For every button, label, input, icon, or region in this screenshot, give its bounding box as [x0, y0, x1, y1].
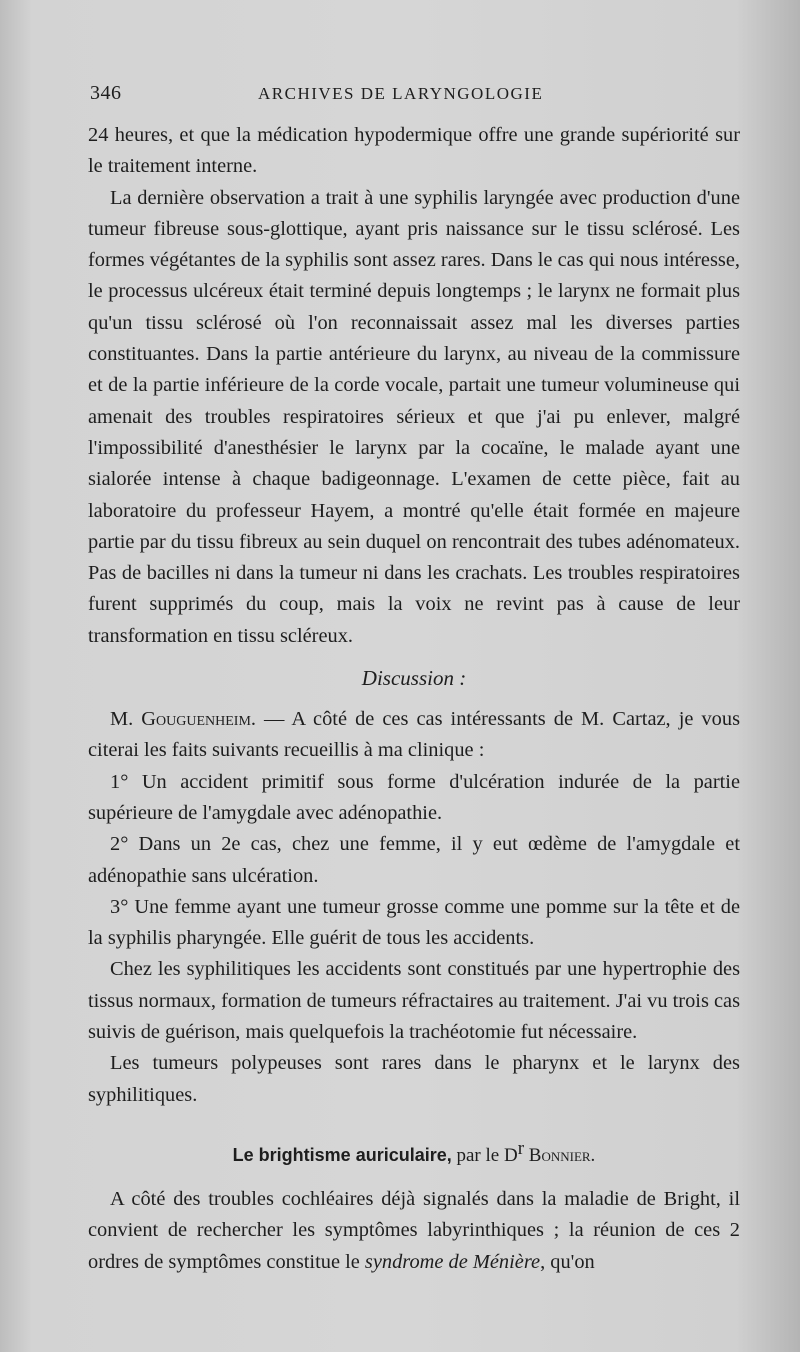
list-item: 2° Dans un 2e cas, chez une femme, il y eut œdème de l'amygdale et adénopathie sans ulcération.	[88, 833, 740, 887]
section-title: Le brightisme auriculaire, par le $D^r$ Bonnier.	[232, 1137, 596, 1166]
paragraph: 24 heures, et que la médication hypodermique offre une grande supériorité sur le traitement interne.	[88, 124, 740, 178]
list-item: 3° Une femme ayant une tumeur grosse comme une pomme sur la tête et de la syphilis pharyngée. Elle guérit de tous les accidents.	[88, 895, 740, 950]
list-item: 1° Un accident primitif sous forme d'ulcération indurée de la partie supérieure de l'amygdale avec adénopathie.	[88, 770, 740, 824]
section-title-text: Le brightisme auriculaire,	[232, 1144, 452, 1165]
running-title: ARCHIVES DE LARYNGOLOGIE	[258, 84, 544, 103]
speaker-name: M. Gouguenheim.	[110, 708, 256, 731]
running-header	[90, 82, 740, 105]
item-number: 2°	[110, 833, 129, 856]
paragraph: Les tumeurs polypeuses sont rares dans le pharynx et le larynx des syphilitiques.	[88, 1052, 740, 1106]
page-number: 346	[90, 82, 122, 104]
discussion-heading: Discussion :	[361, 666, 467, 691]
intro-text: — A côté de ces cas intéressants de M. Cartaz, je vous citerai les faits suivants recueillis à ma clinique :	[88, 708, 741, 762]
discussion-intro	[88, 704, 740, 767]
section-author: Bonnier.	[524, 1144, 596, 1166]
paragraph: La dernière observation a trait à une syphilis laryngée avec production d'une tumeur fibreuse sous-glottique, ayant pris naissance sur le tissu sclérosé. Les formes végétantes de la syphilis sont assez rares. Dans le cas qui nous intéresse, le processus ulcéreux était terminé depuis longtemps ; le larynx ne formait plus qu'un tissu sclérosé où l'on reconnaissait assez mal les diverses parties constituantes. Dans la partie antérieure du larynx, au niveau de la commissure et de la partie inférieure de la corde vocale, partait une tumeur volumineuse qui amenait des troubles respiratoires sérieux et que j'ai pu enlever, malgré l'impossibilité d'anesthésier le larynx par la cocaïne, le malade ayant une sialorée intense à chaque badigeonnage. L'examen de cette pièce, fait au laboratoire du professeur Hayem, a montré qu'elle était formée en majeure partie par du tissu fibreux au sein duquel on rencontrait des tubes adénomateux. Pas de bacilles ni dans la tumeur ni dans les crachats. Les troubles respiratoires furent supprimés du coup, mais la voix ne revint pas à cause de leur transformation en tissu scléreux.	[88, 186, 740, 647]
item-number: 3°	[110, 895, 129, 918]
paragraph: Chez les syphilitiques les accidents sont constitués par une hypertrophie des tissus normaux, formation de tumeurs réfractaires au traitement. J'ai vu trois cas suivis de guérison, mais quelquefois la trachéotomie fut nécessaire.	[88, 958, 741, 1044]
item-number: 1°	[110, 770, 129, 793]
paragraph: A côté des troubles cochléaires déjà signalés dans la maladie de Bright, il convient de rechercher les symptômes labyrinthiques ; la réunion de ces 2 ordres de symptômes constitue le syndrome de Ménière, qu'on	[88, 1187, 740, 1273]
body-text	[88, 120, 740, 1278]
italic-term: syndrome de Ménière	[364, 1250, 541, 1273]
